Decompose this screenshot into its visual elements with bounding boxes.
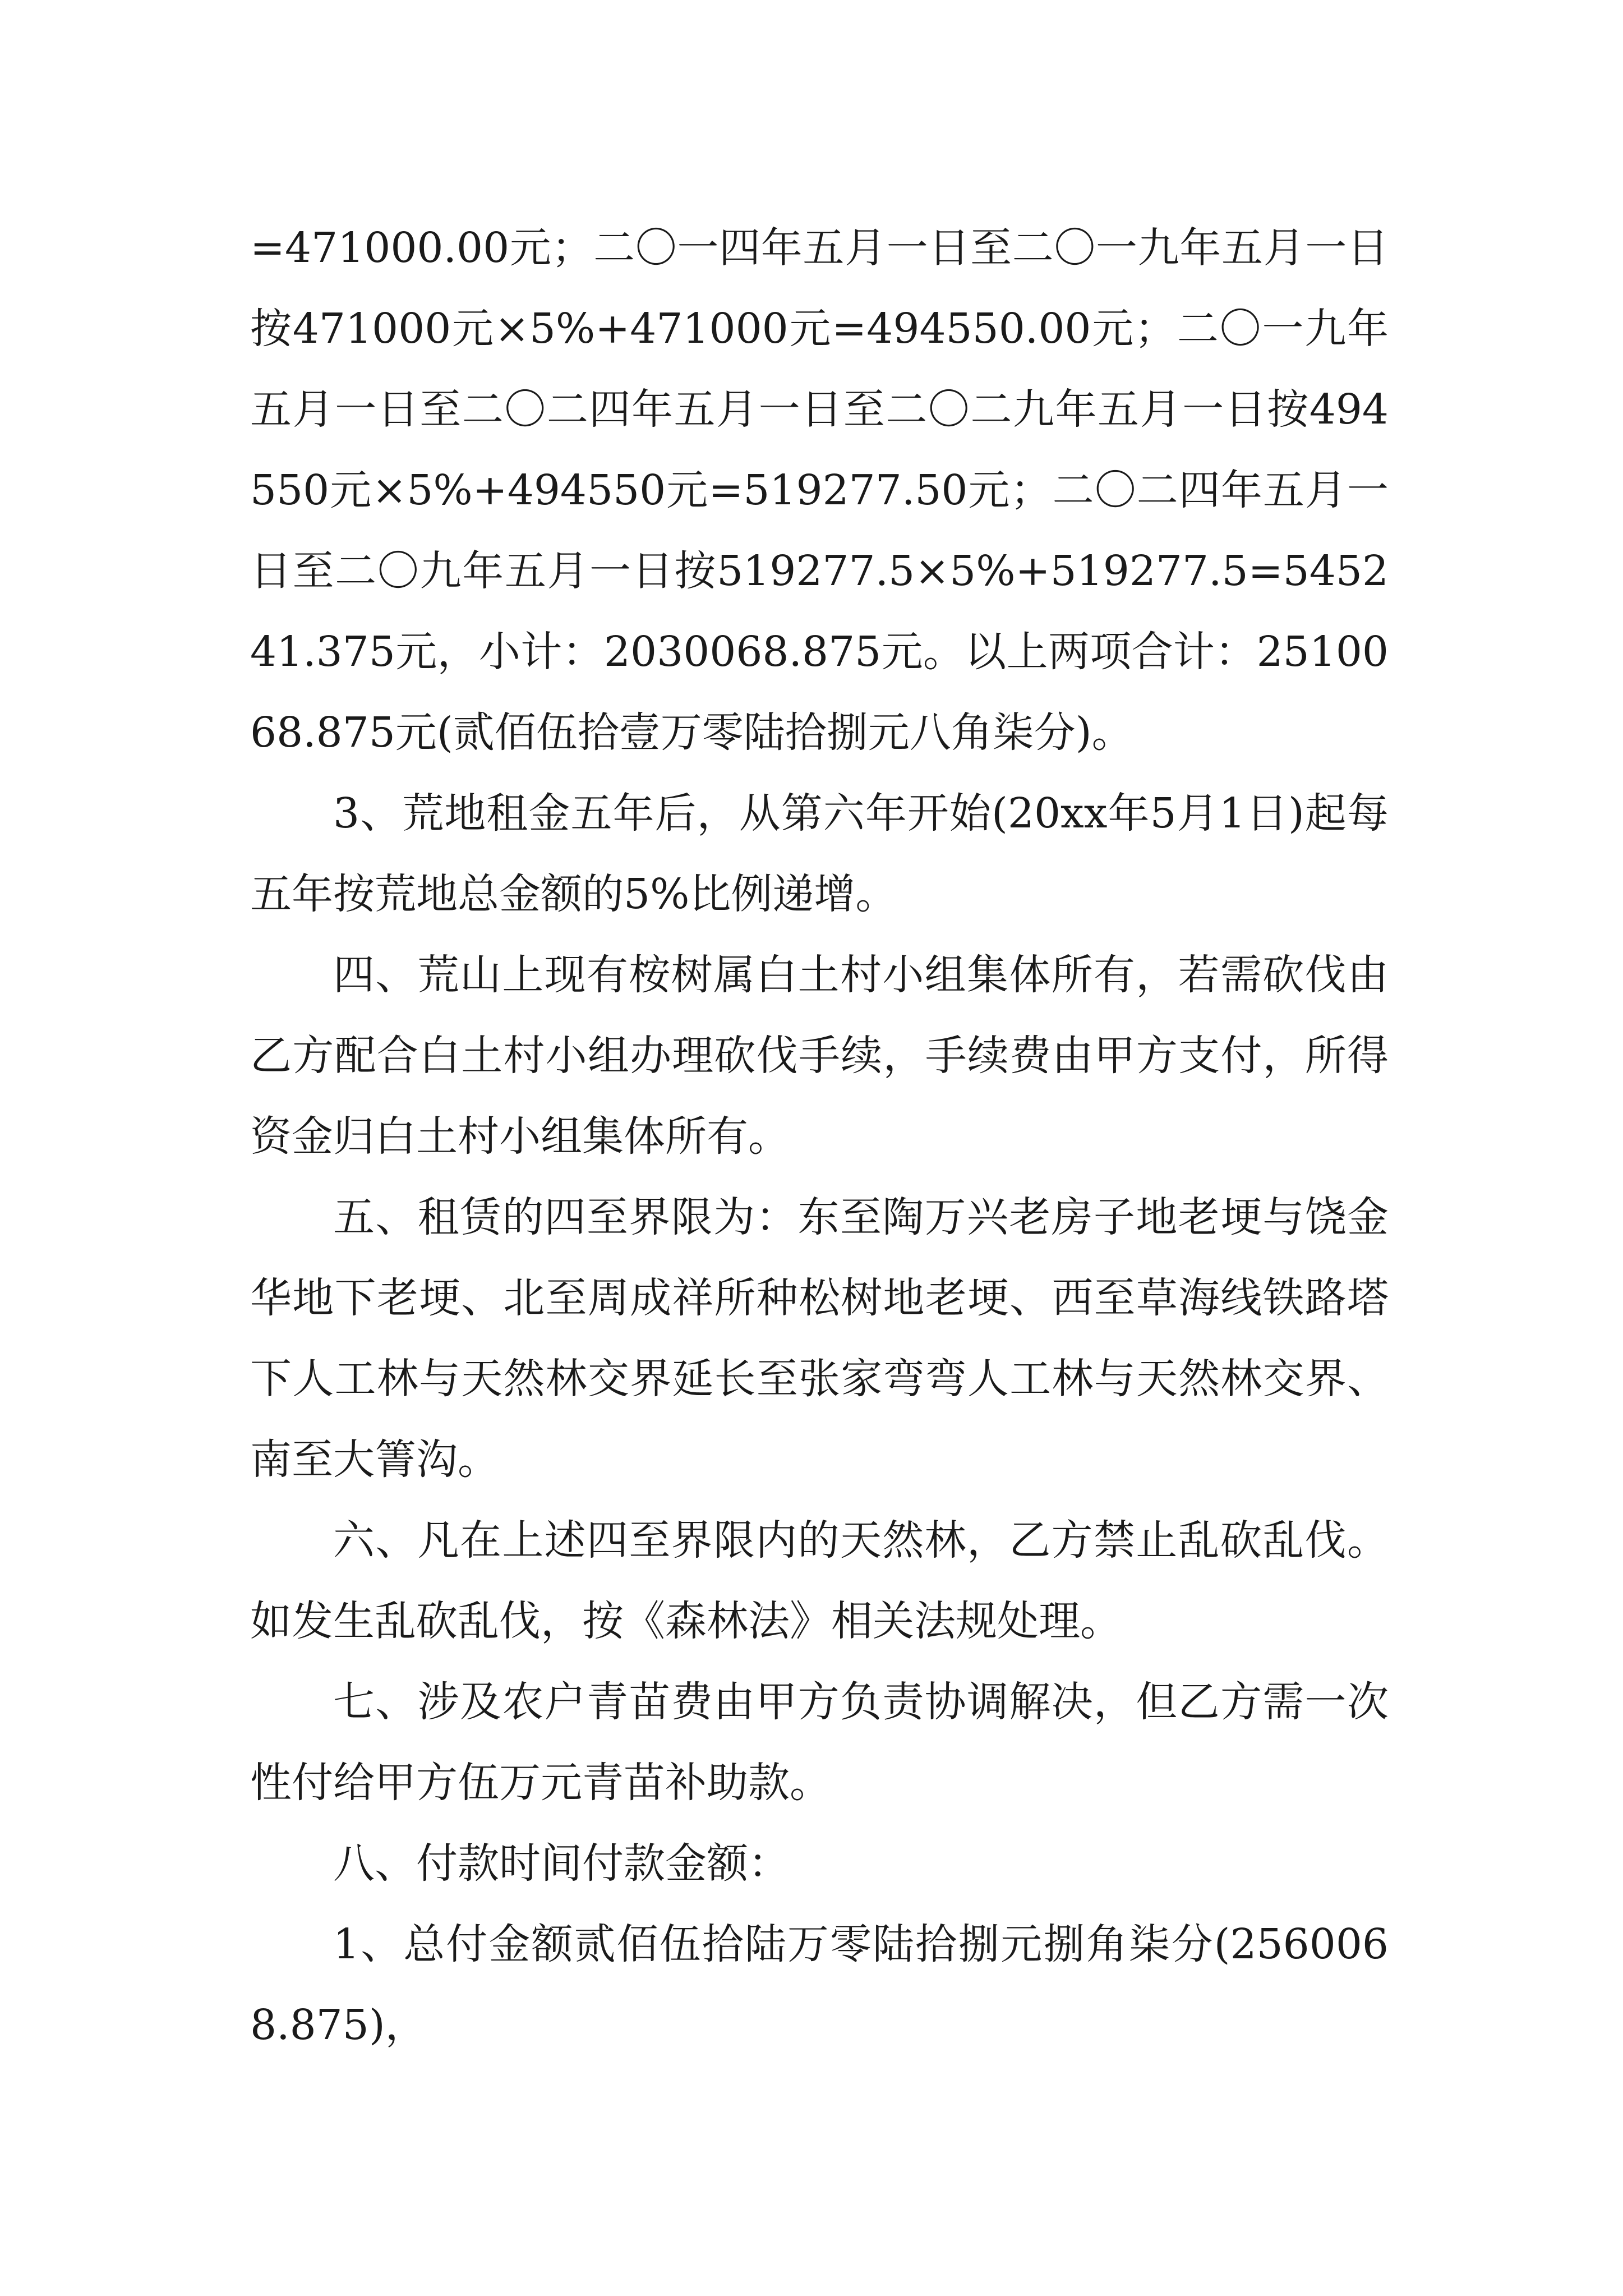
paragraph-clause-8-payment-heading: 八、付款时间付款金额： bbox=[333, 1839, 790, 1888]
paragraph-wasteland-rent-increase: 3、荒地租金五年后，从第六年开始(20xx年5月1日)起每五年按荒地总金额的5%比例递增。 bbox=[250, 789, 1389, 918]
paragraph-rent-calculation: =471000.00元；二〇一四年五月一日至二〇一九年五月一日按471000元×5%+471000元=494550.00元；二〇一九年五月一日至二〇二四年五月一日至二〇二九年五月一日按494550元×5%+494550元=519277.50元；二〇二四年五月一日至二〇九年五月一日按519277.5×5%+519277.5=545241.375元，小计：2030068.875元。以上两项合计：2510068.875元(贰佰伍拾壹万零陆拾捌元八角柒分)。 bbox=[250, 224, 1389, 757]
paragraph-clause-6-natural-forest: 六、凡在上述四至界限内的天然林，乙方禁止乱砍乱伐。如发生乱砍乱伐，按《森林法》相关法规处理。 bbox=[250, 1516, 1389, 1645]
paragraph-clause-5-boundaries: 五、租赁的四至界限为：东至陶万兴老房子地老埂与饶金华地下老埂、北至周成祥所种松树地老埂、西至草海线铁路塔下人工林与天然林交界延长至张家弯弯人工林与天然林交界、南至大箐沟。 bbox=[250, 1193, 1389, 1484]
paragraph-total-payment: 1、总付金额贰佰伍拾陆万零陆拾捌元捌角柒分(2560068.875)， bbox=[250, 1920, 1389, 2049]
contract-body bbox=[250, 208, 1389, 2065]
paragraph-clause-4-eucalyptus: 四、荒山上现有桉树属白土村小组集体所有，若需砍伐由乙方配合白土村小组办理砍伐手续，手续费由甲方支付，所得资金归白土村小组集体所有。 bbox=[250, 951, 1389, 1161]
paragraph-clause-7-crop-compensation: 七、涉及农户青苗费由甲方负责协调解决，但乙方需一次性付给甲方伍万元青苗补助款。 bbox=[250, 1678, 1389, 1807]
